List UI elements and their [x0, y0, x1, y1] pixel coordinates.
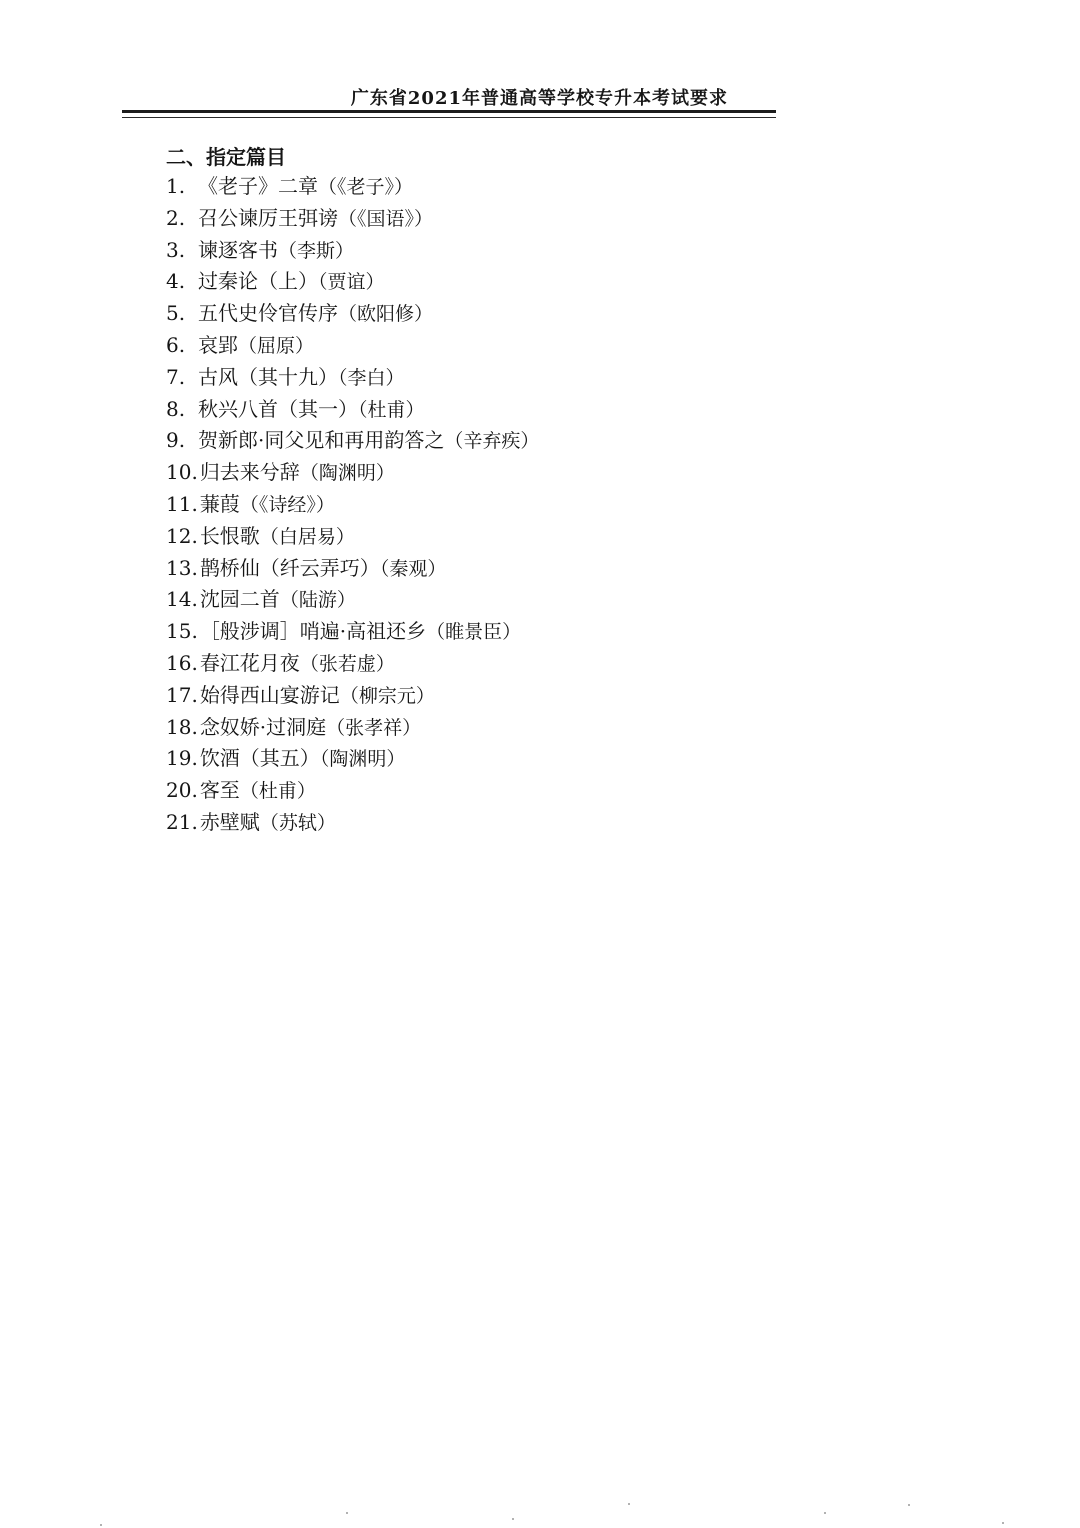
item-author: （陶渊明） [299, 462, 395, 485]
item-number: 21. [166, 809, 198, 834]
item-author: （李斯） [278, 239, 355, 262]
list-item [166, 616, 539, 648]
scan-speck [628, 1503, 630, 1505]
list-item [166, 203, 539, 235]
item-title: 念奴娇·过洞庭 [199, 714, 327, 739]
section-title: 二、指定篇目 [166, 145, 286, 169]
item-number: 18. [166, 714, 198, 739]
list-item [166, 330, 539, 362]
item-number: 16. [166, 650, 198, 675]
item-number: 9. [166, 428, 186, 453]
scan-speck [908, 1504, 910, 1506]
item-title: ［般涉调］哨遍·高祖还乡 [199, 619, 427, 644]
scan-speck [512, 1518, 514, 1520]
item-author: （张若虚） [299, 652, 395, 675]
item-author: （杜甫） [358, 398, 425, 421]
item-number: 4. [166, 269, 186, 294]
item-number: 15. [166, 619, 198, 644]
list-item [166, 775, 539, 807]
item-number: 19. [166, 746, 198, 771]
item-title: 《老子》二章 [198, 174, 318, 198]
item-number: 1. [166, 174, 186, 198]
running-header: 广东省2021年普通高等学校专升本考试要求 [350, 88, 728, 109]
list-item [166, 235, 539, 267]
item-author: （辛弃疾） [444, 430, 540, 453]
item-author: （柳宗元） [339, 684, 435, 707]
scan-speck [100, 1524, 102, 1526]
item-title: 鹊桥仙（纤云弄巧） [199, 555, 380, 580]
list-item [166, 171, 539, 203]
item-title: 召公谏厉王弭谤 [198, 205, 338, 230]
scan-speck [824, 1512, 826, 1514]
list-item [166, 584, 539, 616]
item-author: （张孝祥） [326, 716, 422, 739]
item-number: 20. [166, 778, 198, 803]
item-title: 哀郢 [198, 332, 238, 357]
item-number: 8. [166, 396, 186, 421]
item-author: （屈原） [238, 334, 315, 357]
item-title: 春江花月夜 [199, 650, 300, 675]
item-title: 沈园二首 [199, 587, 280, 612]
item-title: 蒹葭 [199, 491, 240, 516]
item-author: （《老子》） [318, 176, 414, 198]
item-title: 谏逐客书 [198, 237, 278, 262]
item-number: 10. [166, 460, 198, 485]
item-number: 7. [166, 364, 186, 389]
list-item [166, 489, 539, 521]
item-title: 五代史伶官传序 [198, 301, 338, 326]
item-number: 2. [166, 205, 186, 230]
list-item [166, 680, 539, 712]
item-title: 归去来兮辞 [199, 460, 300, 485]
item-title: 饮酒（其五） [199, 746, 320, 771]
item-author: （欧阳修） [338, 303, 434, 326]
list-item [166, 743, 539, 775]
item-number: 11. [166, 491, 198, 516]
list-item [166, 553, 539, 585]
item-author: （秦观） [379, 557, 447, 580]
scan-speck [346, 1512, 348, 1514]
scan-speck [1002, 1522, 1004, 1524]
item-title: 始得西山宴游记 [199, 682, 340, 707]
item-number: 5. [166, 301, 186, 326]
item-number: 6. [166, 332, 186, 357]
list-item [166, 807, 539, 839]
item-title: 长恨歌 [199, 523, 260, 548]
item-number: 12. [166, 523, 198, 548]
header-rule-thick [122, 110, 776, 113]
item-author: （苏轼） [259, 811, 336, 834]
item-title: 过秦论（上） [198, 269, 318, 294]
header-rule-thin [122, 117, 776, 118]
list-item [166, 457, 539, 489]
assigned-readings-list [166, 171, 539, 839]
item-number: 13. [166, 555, 198, 580]
item-author: （睢景臣） [426, 621, 522, 644]
item-author: （李白） [338, 366, 405, 389]
list-item [166, 266, 539, 298]
item-author: （杜甫） [239, 780, 316, 803]
item-title: 客至 [199, 778, 240, 803]
list-item [166, 712, 539, 744]
list-item [166, 298, 539, 330]
item-title: 秋兴八首（其一） [198, 396, 358, 421]
list-item [166, 521, 539, 553]
item-author: （陶渊明） [319, 748, 406, 771]
list-item [166, 362, 539, 394]
item-number: 3. [166, 237, 186, 262]
item-author: （白居易） [259, 525, 355, 548]
item-title: 古风（其十九） [198, 364, 338, 389]
item-number: 14. [166, 587, 198, 612]
item-title: 贺新郎·同父见和再用韵答之 [198, 428, 445, 453]
list-item [166, 425, 539, 457]
item-author: （《诗经》） [239, 493, 335, 516]
list-item [166, 648, 539, 680]
item-author: （《国语》） [338, 207, 434, 230]
item-author: （贾谊） [318, 271, 385, 294]
list-item [166, 394, 539, 426]
item-title: 赤壁赋 [199, 809, 260, 834]
item-author: （陆游） [279, 589, 356, 612]
item-number: 17. [166, 682, 198, 707]
